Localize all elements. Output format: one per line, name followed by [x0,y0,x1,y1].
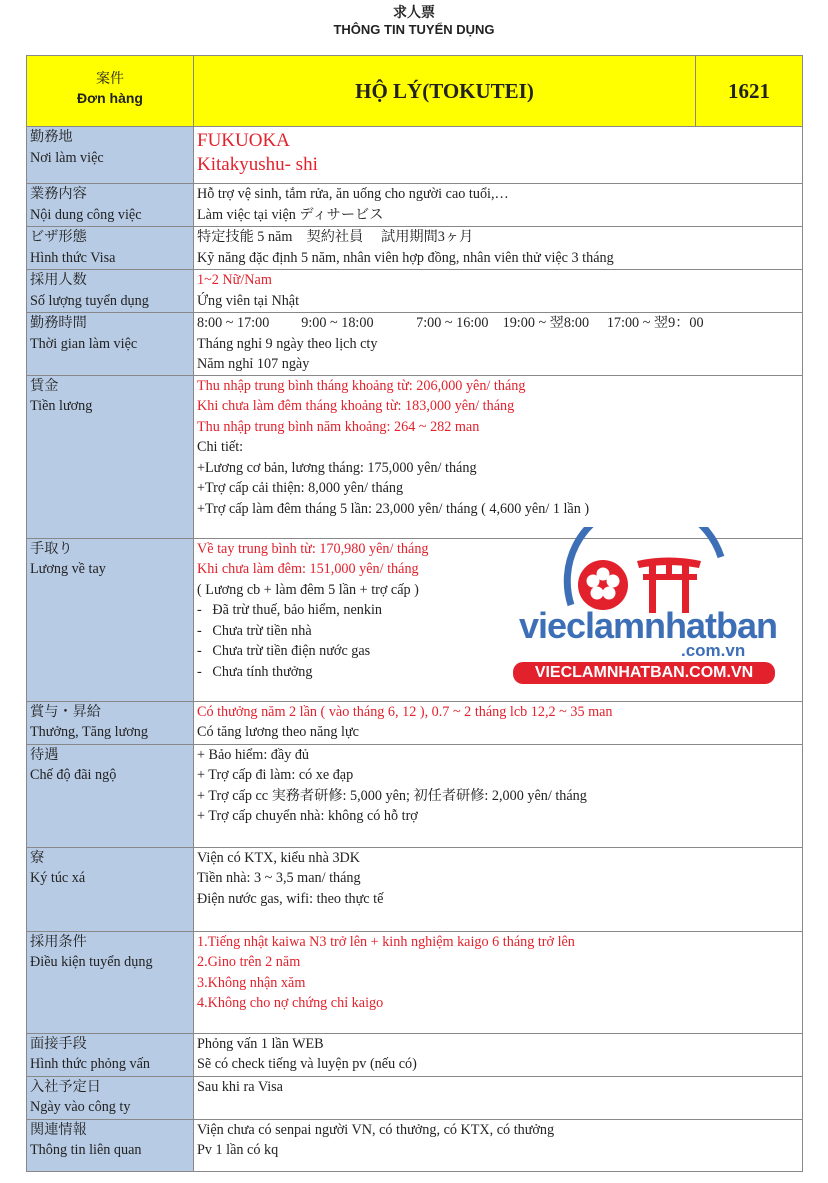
order-label-cell [27,56,194,127]
salary-label-jp: 賃金 [30,377,59,394]
hours-label-vi: Thời gian làm việc [30,335,138,352]
workplace-label [27,127,194,184]
related-line: Viện chưa có senpai người VN, có thưởng, có KTX, có thưởng [197,1121,555,1138]
takehome-label-jp: 手取り [30,540,73,557]
workplace-label-jp: 勤務地 [30,129,73,145]
condition-item: 2.Gino trên 2 năm [197,954,301,970]
related-value [194,1119,803,1171]
takehome-line: - Chưa trừ tiền nhà [197,622,312,639]
logo-suffix: .com.vn [681,641,746,660]
visa-line: 特定技能 5 năm 契約社員 試用期間3ヶ月 [197,229,474,245]
hours-line: Năm nghỉ 107 ngày [197,356,310,372]
takehome-label [27,538,194,701]
start-label [27,1076,194,1119]
dorm-value [194,847,803,931]
order-code: 1621 [696,56,803,127]
salary-line: +Trợ cấp làm đêm tháng 5 lần: 23,000 yên/ tháng ( 4,600 yên/ 1 lần ) [197,500,590,517]
takehome-line: ( Lương cb + làm đêm 5 lần + trợ cấp ) [197,581,419,598]
conditions-label-jp: 採用条件 [30,933,87,950]
visa-value [194,227,803,270]
hours-line: 8:00 ~ 17:00 9:00 ~ 18:00 7:00 ~ 16:00 19:00 ~ 翌8:00 17:00 ~ 翌9：00 [197,315,704,331]
count-label-jp: 採用人数 [30,272,87,288]
salary-line: Chi tiết: [197,439,244,455]
count-label-vi: Số lượng tuyển dụng [30,292,149,309]
hours-line: Tháng nghỉ 9 ngày theo lịch cty [197,335,378,352]
start-value [194,1076,803,1119]
bonus-label-jp: 賞与・昇給 [30,703,101,720]
benefits-label-vi: Chế độ đãi ngộ [30,767,117,783]
visa-label [27,227,194,270]
job-label [27,184,194,227]
benefits-line: + Trợ cấp cc 実務者研修: 5,000 yên; 初任者研修: 2,000 yên/ tháng [197,787,587,804]
salary-highlight: Thu nhập trung bình năm khoảng: 264 ~ 282 man [197,418,480,435]
workplace-city: FUKUOKA [197,130,290,151]
dorm-line: Viện có KTX, kiểu nhà 3DK [197,849,361,866]
interview-label-vi: Hình thức phỏng vấn [30,1056,150,1072]
count-line: Ứng viên tại Nhật [197,292,300,309]
salary-highlight: Khi chưa làm đêm tháng khoảng từ: 183,000 yên/ tháng [197,398,515,414]
condition-item: 3.Không nhận xăm [197,974,306,991]
logo-brand: vieclamnhatban [518,605,778,646]
takehome-line: - Đã trừ thuế, bảo hiểm, nenkin [197,602,382,618]
takehome-highlight: Khi chưa làm đêm: 151,000 yên/ tháng [197,561,419,577]
benefits-label-jp: 待遇 [30,746,59,763]
interview-label-jp: 面接手段 [30,1035,87,1052]
dorm-label-vi: Ký túc xá [30,870,86,886]
workplace-value [194,127,803,184]
related-label [27,1119,194,1171]
count-line: 1~2 Nữ/Nam [197,272,272,288]
salary-highlight: Thu nhập trung bình tháng khoảng từ: 206,000 yên/ tháng [197,377,526,394]
watermark-logo [513,527,783,687]
workplace-district: Kitakyushu- shi [197,154,318,175]
title-vietnamese: THÔNG TIN TUYỂN DỤNG [333,22,495,37]
benefits-label [27,744,194,847]
interview-value [194,1033,803,1076]
hours-value [194,313,803,376]
logo-url-banner: VIECLAMNHATBAN.COM.VN [513,662,775,684]
salary-line: +Lương cơ bản, lương tháng: 175,000 yên/ tháng [197,459,477,476]
order-label-jp: 案件 [96,70,124,86]
job-value [194,184,803,227]
title-japanese: 求人票 [393,4,435,20]
order-label-vi: Đơn hàng [77,90,143,106]
takehome-label-vi: Lương về tay [30,561,106,577]
visa-label-jp: ビザ形態 [30,229,87,245]
job-label-vi: Nội dung công việc [30,206,142,223]
benefits-line: + Trợ cấp chuyển nhà: không có hỗ trợ [197,808,418,824]
salary-line: +Trợ cấp cải thiện: 8,000 yên/ tháng [197,480,404,496]
dorm-line: Điện nước gas, wifi: theo thực tế [197,890,384,907]
condition-item: 4.Không cho nợ chứng chỉ kaigo [197,995,384,1011]
conditions-value [194,931,803,1033]
workplace-label-vi: Nơi làm việc [30,149,104,166]
salary-label-vi: Tiền lương [30,398,93,414]
count-value [194,270,803,313]
interview-line: Sẽ có check tiếng và luyện pv (nếu có) [197,1056,417,1072]
bonus-label-vi: Thưởng, Tăng lương [30,724,148,740]
benefits-line: + Trợ cấp đi làm: có xe đạp [197,767,354,783]
count-label [27,270,194,313]
benefits-value [194,744,803,847]
takehome-line: - Chưa trừ tiền điện nước gas [197,643,371,659]
related-line: Pv 1 lần có kq [197,1142,279,1158]
start-line: Sau khi ra Visa [197,1078,283,1095]
hours-label-jp: 勤務時間 [30,315,87,331]
salary-label [27,375,194,538]
job-label-jp: 業務内容 [30,186,87,202]
related-label-vi: Thông tin liên quan [30,1142,142,1158]
bonus-line: Có tăng lương theo năng lực [197,724,359,740]
interview-label [27,1033,194,1076]
start-label-vi: Ngày vào công ty [30,1099,131,1115]
bonus-highlight: Có thưởng năm 2 lần ( vào tháng 6, 12 ), 0.7 ~ 2 tháng lcb 12,2 ~ 35 man [197,703,613,720]
torii-blossom-icon [513,527,783,617]
start-label-jp: 入社予定日 [30,1078,101,1095]
visa-line: Kỹ năng đặc định 5 năm, nhân viên hợp đồng, nhân viên thử việc 3 tháng [197,249,614,266]
takehome-highlight: Về tay trung bình từ: 170,980 yên/ tháng [197,540,429,557]
conditions-label-vi: Điều kiện tuyển dụng [30,954,153,970]
hours-label [27,313,194,376]
job-line: Hỗ trợ vệ sinh, tắm rửa, ăn uống cho người cao tuổi,… [197,186,509,202]
order-title: HỘ LÝ(TOKUTEI) [194,56,696,127]
interview-line: Phỏng vấn 1 lần WEB [197,1035,324,1052]
bonus-label [27,701,194,744]
dorm-label-jp: 寮 [30,849,45,866]
salary-value [194,375,803,538]
dorm-line: Tiền nhà: 3 ~ 3,5 man/ tháng [197,870,361,886]
takehome-line: - Chưa tính thưởng [197,663,313,680]
condition-item: 1.Tiếng nhật kaiwa N3 trở lên + kinh nghiệm kaigo 6 tháng trở lên [197,933,575,950]
conditions-label [27,931,194,1033]
bonus-value [194,701,803,744]
visa-label-vi: Hình thức Visa [30,249,116,266]
related-label-jp: 関連情報 [30,1121,87,1138]
dorm-label [27,847,194,931]
benefits-line: + Bảo hiểm: đầy đủ [197,746,310,763]
job-line: Làm việc tại viện ディサービス [197,206,384,223]
